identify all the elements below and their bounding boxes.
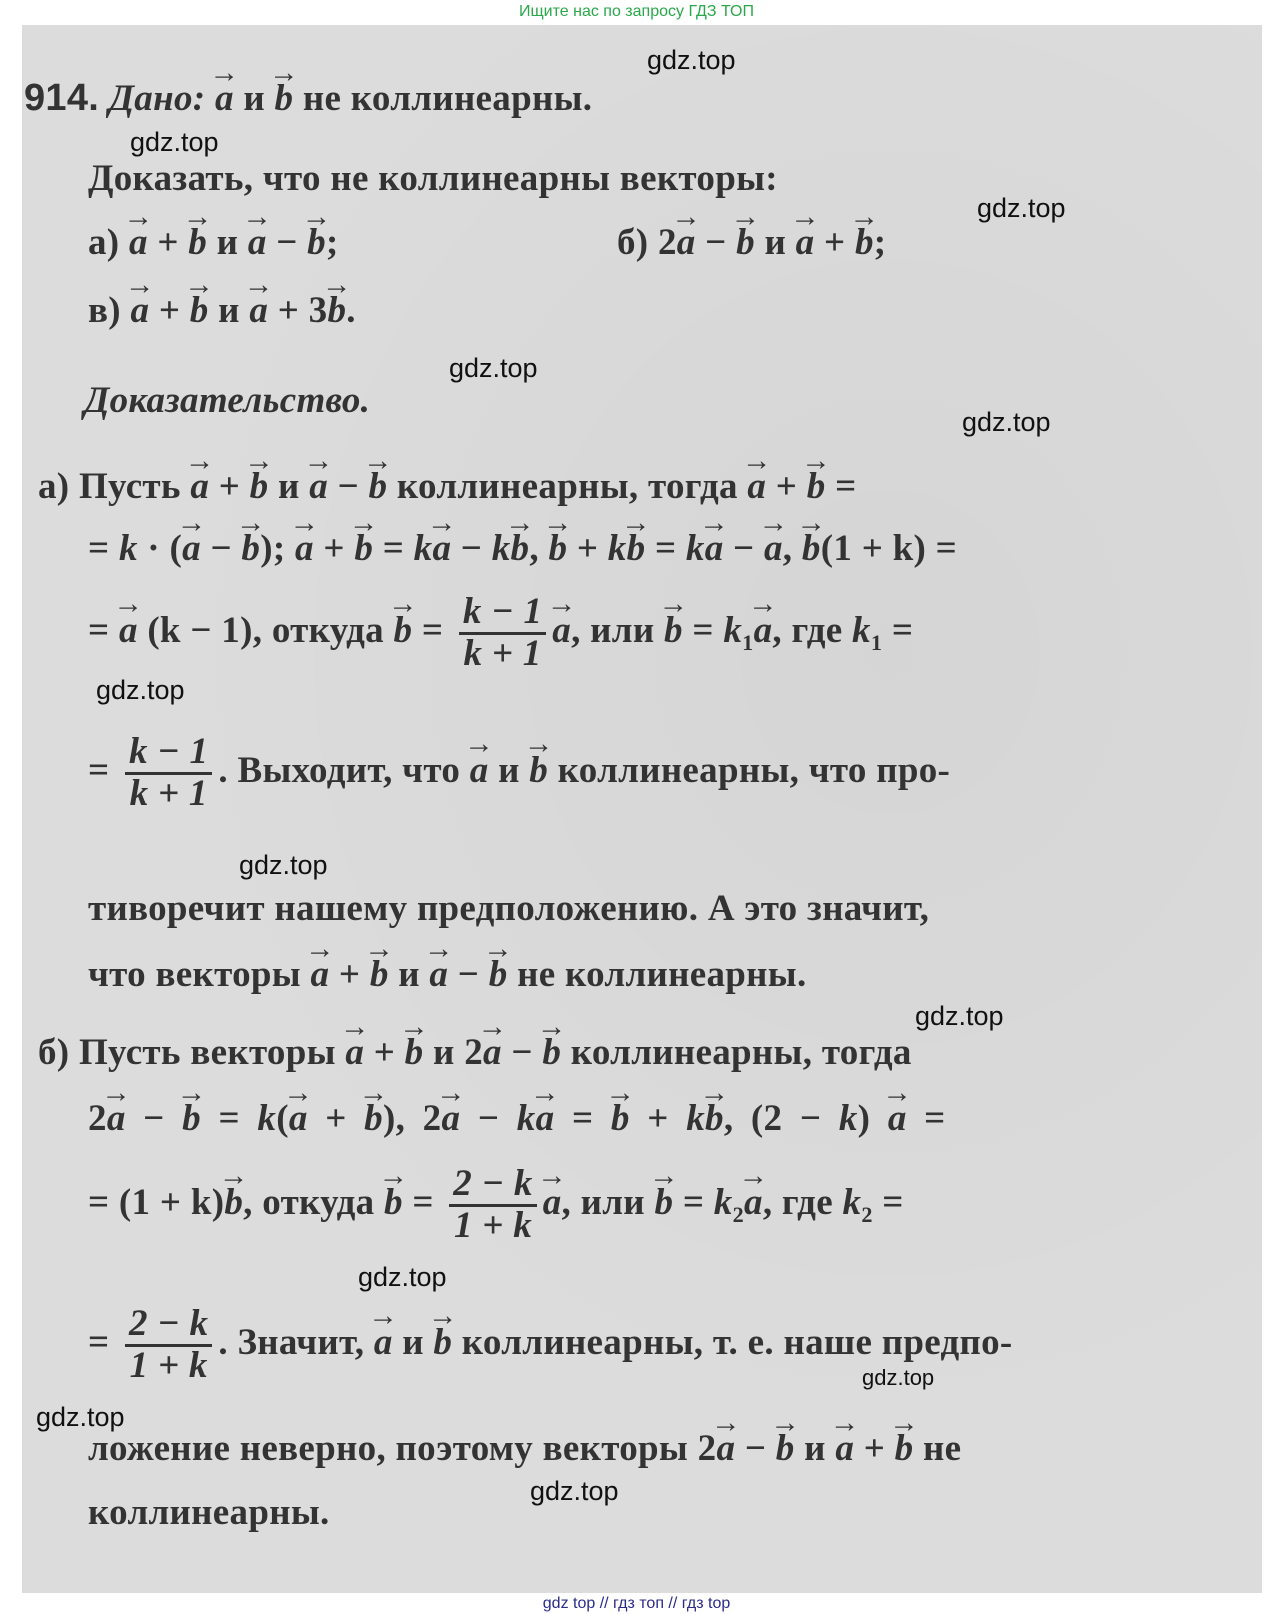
proof-b-line-4: = $\frac{2 - k}{1 + k}$ . Значит, → a и → b коллинеарны, т. е. наше предпо- [88, 1305, 1013, 1386]
proof-a-line-5: тиворечит нашему предположению. А это значит, [88, 888, 930, 929]
watermark: gdz.top [130, 127, 219, 157]
fraction-2k: $\frac{2 - k}{1 + k}$ [449, 1165, 536, 1246]
watermark: gdz.top [862, 1365, 935, 1390]
item-b-line: б) 2→ a − → b и → a + → b; [617, 221, 886, 264]
items-ab-line: а) → a + → b и → a − → b; [88, 221, 339, 264]
proof-a-line-4: = $\frac{k - 1}{k + 1}$ . Выходит, что → a и → b коллинеарны, что про- [88, 733, 950, 814]
proof-b-line-3: = (1 + k)→ b, откуда → b = $\frac{2 - k}{1 + k}$ → a, или → $b = k_2\to a$, где $k_2$ = [88, 1165, 904, 1246]
watermark: gdz.top [530, 1476, 619, 1506]
watermark: gdz.top [915, 1001, 1004, 1031]
top-banner: Ищите нас по запросу ГДЗ ТОП [519, 3, 754, 20]
watermark: gdz.top [239, 850, 328, 880]
proof-a-line-3: = → a (k − 1), откуда → b = $\frac{k - 1}{k + 1}$ → a, или → $b = k_1\to a$, где $k_1$ = [88, 593, 913, 674]
proof-b-line-1: б) Пусть векторы → a + → b и 2→ a − → b коллинеарны, тогда [38, 1031, 912, 1074]
watermark: gdz.top [977, 193, 1066, 223]
watermark: gdz.top [358, 1262, 447, 1292]
bottom-footer: gdz top // гдз топ // гдз top [542, 1595, 731, 1612]
proof-b-line-2: 2→ a − → b = k(→ a + → b), 2→ a − k→ a = → b + k→ b, (2 − k) → a = [88, 1097, 946, 1140]
textbook-page [22, 25, 1262, 1593]
watermark: gdz.top [449, 353, 538, 383]
proof-title: Доказательство. [84, 380, 371, 421]
watermark: gdz.top [647, 45, 736, 75]
proof-a-line-2: = k · (→ a − → b); → a + → b = k→ a − k→ b, → b + k→ b = k→ a − → a, → b(1 + k) = [88, 527, 957, 570]
watermark: gdz.top [36, 1402, 125, 1432]
prove-line: Доказать, что не коллинеарны векторы: [88, 158, 778, 199]
proof-b-line-6: коллинеарны. [88, 1492, 330, 1533]
watermark: gdz.top [96, 675, 185, 705]
fraction-k: $\frac{k - 1}{k + 1}$ [459, 593, 546, 674]
problem-number: 914. [24, 77, 100, 119]
proof-a-line-6: что векторы → a + → b и → a − → b не коллинеарны. [88, 953, 807, 996]
given-label: Дано: [108, 78, 206, 119]
proof-b-line-5: ложение неверно, поэтому векторы 2→ a − → b и → a + → b не [88, 1427, 961, 1470]
item-c-line: в) → a + → b и → a + 3→ b. [88, 289, 356, 332]
proof-a-line-1: а) Пусть → a + → b и → a − → b коллинеарны, тогда → a + → b = [38, 465, 856, 508]
problem-given-line: 914. Дано: → a и → b не коллинеарны. [24, 77, 592, 120]
given-text: не коллинеарны. [302, 78, 593, 119]
watermark: gdz.top [962, 407, 1051, 437]
